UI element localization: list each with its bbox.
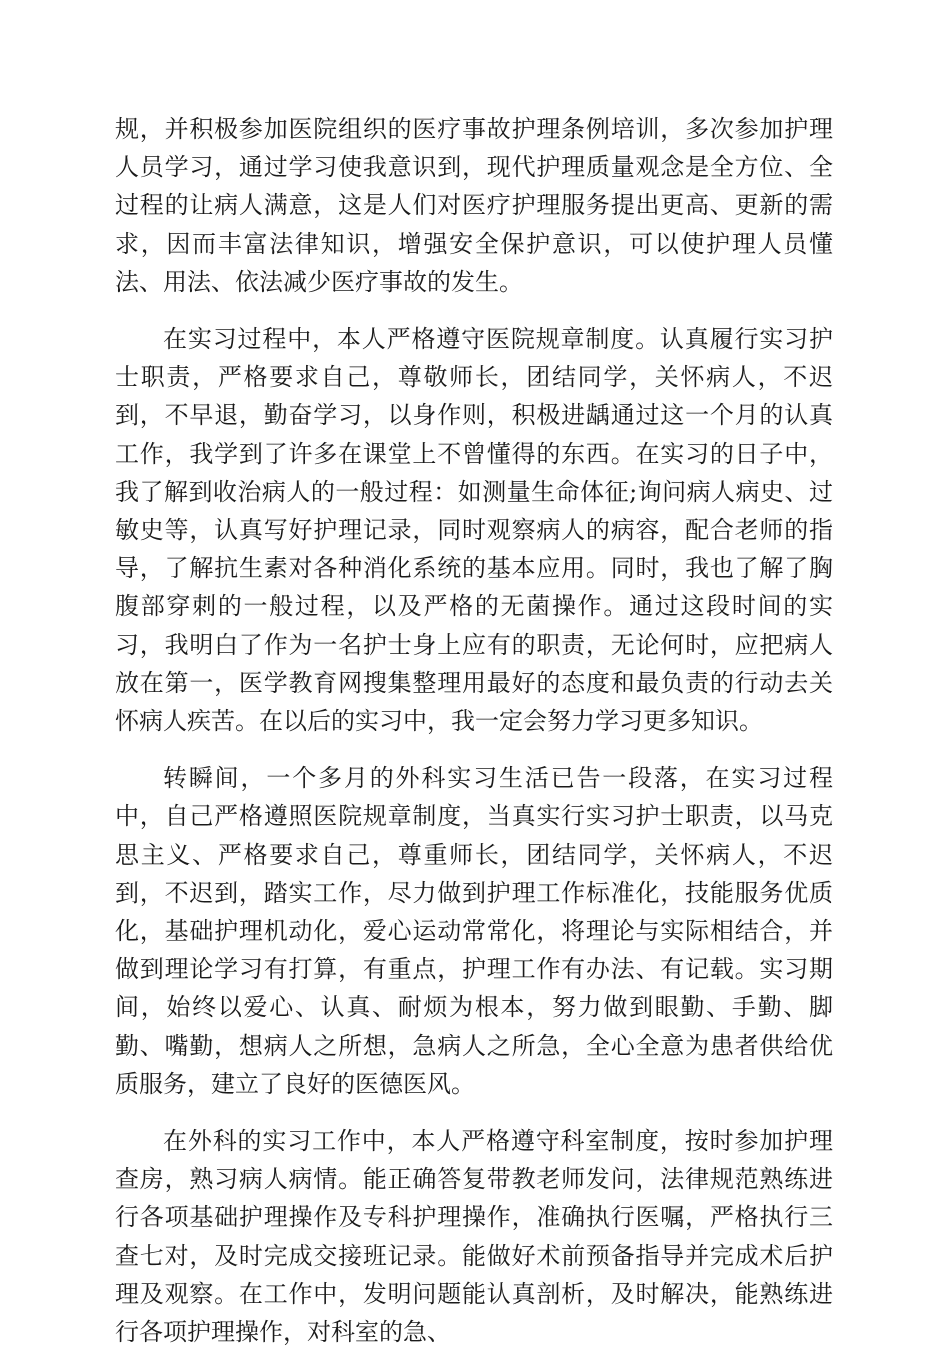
paragraph-internship-process: 在实习过程中，本人严格遵守医院规章制度。认真履行实习护士职责，严格要求自己，尊敬师长，团结同学，关怀病人，不迟到，不早退，勤奋学习，以身作则，积极进龋通过这一个月的认真工作，我学到了许多在课堂上不曾懂得的东西。在实习的日子中，我了解到收治病人的一般过程：如测量生命体征;询问病人病史、过敏史等，认真写好护理记录，同时观察病人的病容，配合老师的指导，了解抗生素对各种消化系统的基本应用。同时，我也了解了胸腹部穿刺的一般过程，以及严格的无菌操作。通过这段时间的实习，我明白了作为一名护士身上应有的职责，无论何时，应把病人放在第一，医学教育网搜集整理用最好的态度和最负责的行动去关怀病人疾苦。在以后的实习中，我一定会努力学习更多知识。	[115, 325, 833, 736]
paragraph-surgery-work: 在外科的实习工作中，本人严格遵守科室制度，按时参加护理查房，熟习病人病情。能正确答复带教老师发问，法律规范熟练进行各项基础护理操作及专科护理操作，准确执行医嘱，严格执行三查七对，及时完成交接班记录。能做好术前预备指导并完成术后护理及观察。在工作中，发明问题能认真剖析，及时解决，能熟练进行各项护理操作，对科室的急、	[115, 1127, 833, 1347]
paragraph-training: 规，并积极参加医院组织的医疗事故护理条例培训，多次参加护理人员学习，通过学习使我意识到，现代护理质量观念是全方位、全过程的让病人满意，这是人们对医疗护理服务提出更高、更新的需求，因而丰富法律知识，增强安全保护意识，可以使护理人员懂法、用法、依法减少医疗事故的发生。	[115, 115, 833, 296]
paragraph-surgery-summary: 转瞬间，一个多月的外科实习生活已告一段落，在实习过程中，自己严格遵照医院规章制度，当真实行实习护士职责，以马克思主义、严格要求自己，尊重师长，团结同学，关怀病人，不迟到，不迟到，踏实工作，尽力做到护理工作标准化，技能服务优质化，基础护理机动化，爱心运动常常化，将理论与实际相结合，并做到理论学习有打算，有重点，护理工作有办法、有记载。实习期间，始终以爱心、认真、耐烦为根本，努力做到眼勤、手勤、脚勤、嘴勤，想病人之所想，急病人之所急，全心全意为患者供给优质服务，建立了良好的医德医风。	[115, 764, 833, 1098]
document-body	[115, 110, 833, 1370]
